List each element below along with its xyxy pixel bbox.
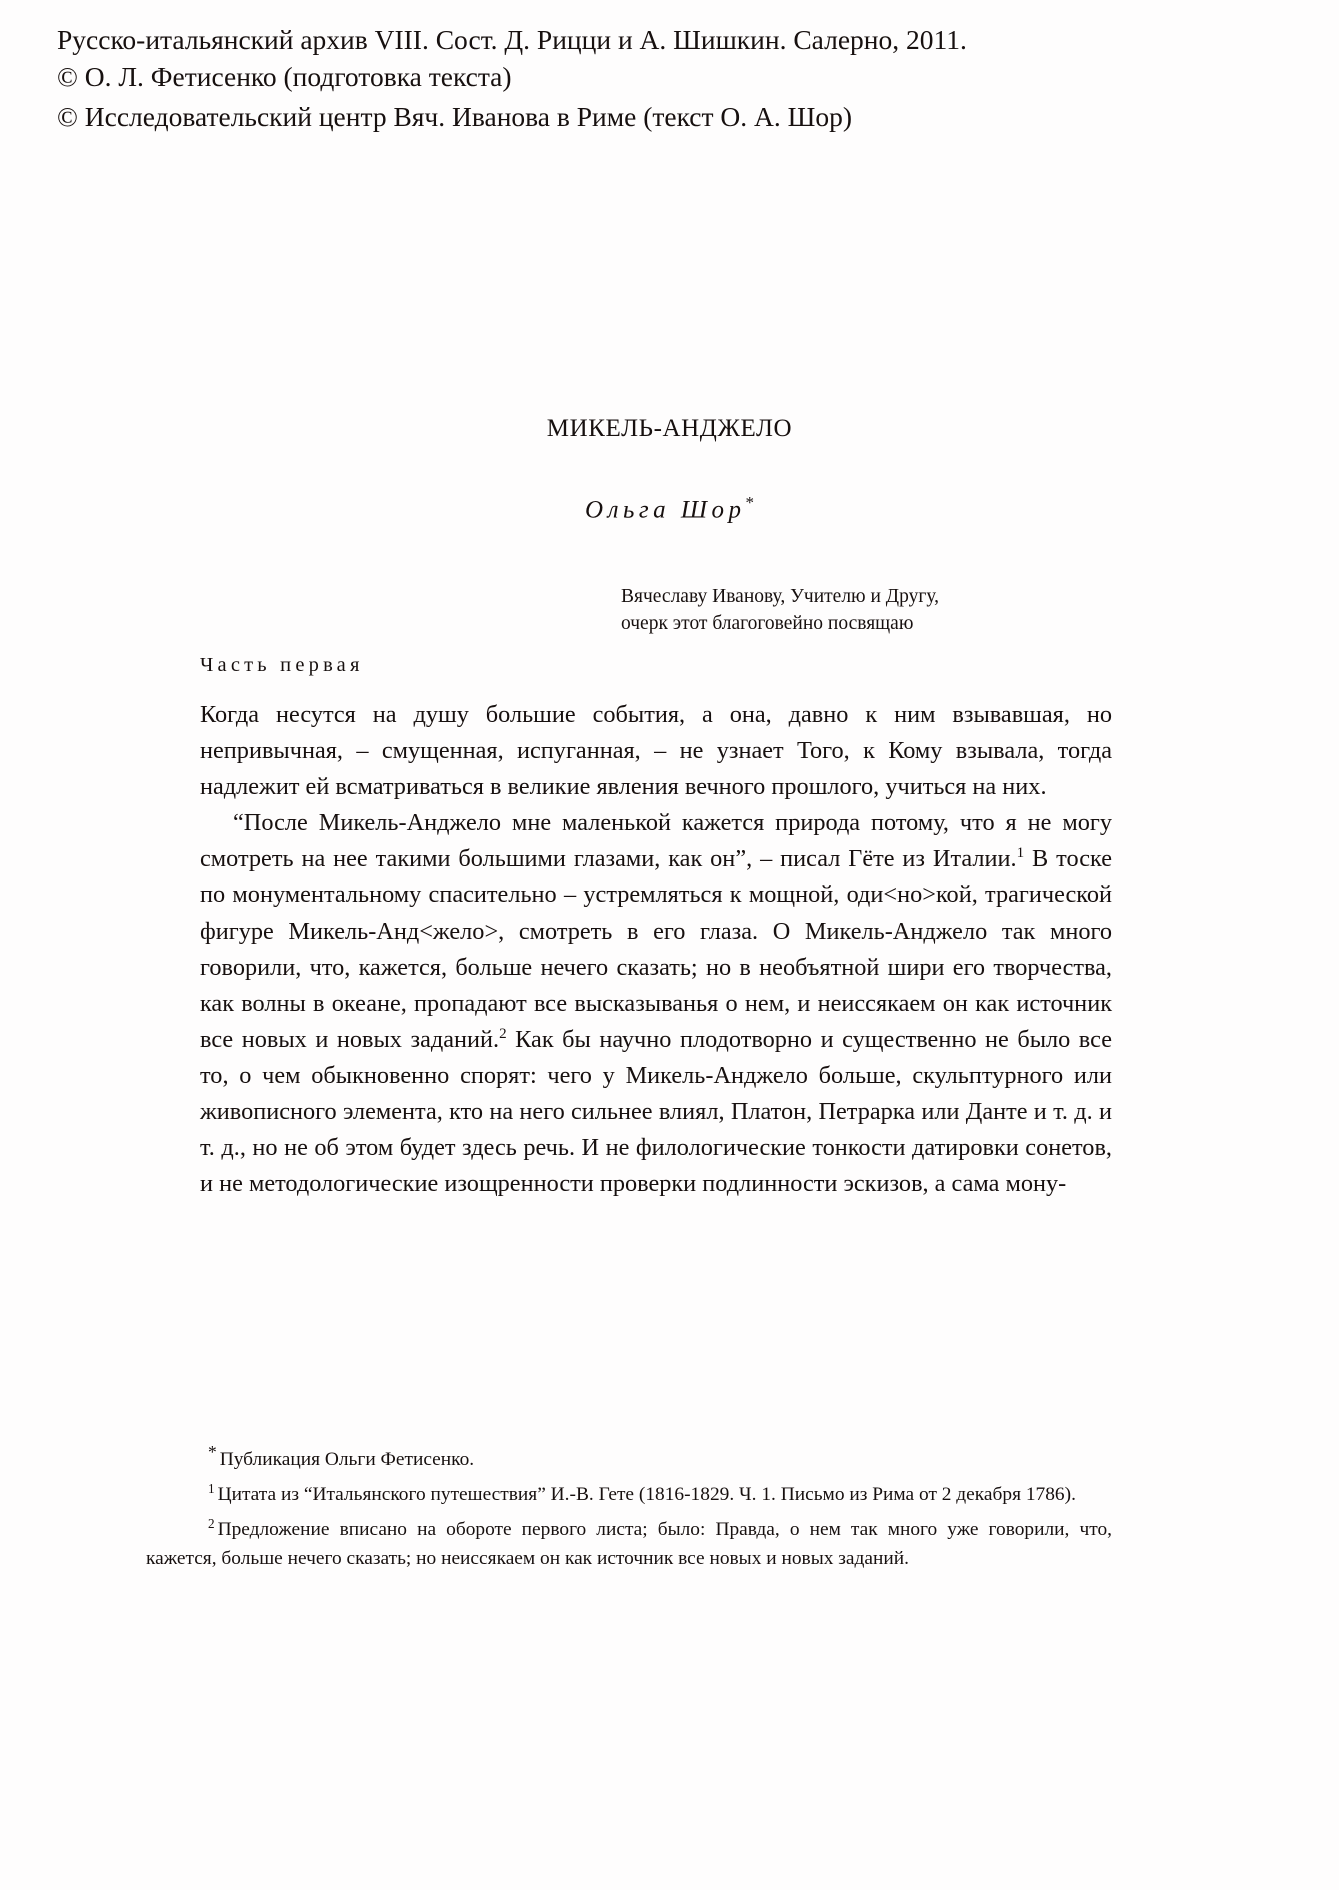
author-byline (0, 493, 1339, 524)
dedication-line-1: Вячеславу Иванову, Учителю и Другу, (621, 586, 940, 607)
footnote-item (146, 1441, 1112, 1474)
body-paragraph-2-segment-2: В тоске по монументальному спасительно – устремляться к мощной, оди<но>кой, трагической фигуре Микель-Анд<жело>, смотреть в его глаза. О Микель-Анджело так много говорили, что, кажется, больше нечего сказать; но в необъятной шири его творчества, как волны в океане, пропадают все высказыванья о нем, и неиссякаем он как источник все новых и новых заданий. (200, 845, 1112, 1053)
footnote-ref-1[interactable]: 1 (1016, 845, 1025, 862)
page-title: МИКЕЛЬ-АНДЖЕЛО (546, 415, 793, 442)
masthead-line-copyright-center: © Исследовательский центр Вяч. Иванова в Риме (текст О. А. Шор) (57, 101, 853, 132)
section-heading-part-one: Часть первая (200, 654, 364, 676)
footnote-ref-2[interactable]: 2 (499, 1025, 507, 1042)
body-paragraph-2-segment-1: “После Микель-Анджело мне маленькой кажется природа потому, что я не могу смотреть на нее такими большими глазами, как он”, – писал Гёте из Италии. (200, 809, 1112, 873)
footnote-item (146, 1480, 1112, 1509)
footnote-text: Публикация Ольги Фетисенко. (219, 1449, 475, 1470)
author-name: Ольга Шор (585, 496, 746, 524)
body-text (200, 697, 1112, 1202)
body-paragraph-1: Когда несутся на душу большие события, а она, давно к ним взывавшая, но непривычная, – смущенная, испуганная, – не узнает Того, к Кому взывала, тогда надлежит ей всматриваться в великие явления вечного прошлого, учиться на них. (200, 701, 1112, 801)
footnote-text: Цитата из “Итальянского путешествия” И.-В. Гете (1816-1829. Ч. 1. Письмо из Рима от 2 декабря 1786). (217, 1484, 1076, 1505)
footnote-item (146, 1515, 1112, 1573)
footnotes-block (146, 1441, 1112, 1573)
masthead-copyright-block (57, 22, 1257, 134)
dedication-line-2: очерк этот благоговейно посвящаю (621, 613, 914, 634)
footnote-marker-star: * (208, 1441, 217, 1462)
masthead-line-copyright-editor: © О. Л. Фетисенко (подготовка текста) (57, 61, 512, 92)
footnote-marker-2: 2 (208, 1515, 215, 1531)
body-paragraph-2-segment-3: Как бы научно плодотворно и существенно не было все то, о чем обыкновенно спорят: чего у Микель-Анджело больше, скульптурного или живописного элемента, кто на него сильнее влиял, Платон, Петрарка или Данте и т. д. и т. д., но не об этом будет здесь речь. И не филологические тонкости датировки сонетов, и не методологические изощренности проверки подлинности эскизов, а сама мону- (200, 1025, 1113, 1198)
dedication (621, 583, 1141, 637)
footnote-text: Предложение вписано на обороте первого листа; было: Правда, о нем так много уже говорили, что, кажется, больше нечего сказать; но неиссякаем он как источник все новых и новых заданий. (146, 1519, 1112, 1569)
body-paragraph-2 (200, 805, 1112, 1202)
masthead-line-publication: Русско-итальянский архив VIII. Сост. Д. Рицци и А. Шишкин. Салерно, 2011. (57, 24, 967, 55)
author-footnote-marker: * (745, 493, 754, 512)
footnote-marker-1: 1 (208, 1480, 215, 1496)
